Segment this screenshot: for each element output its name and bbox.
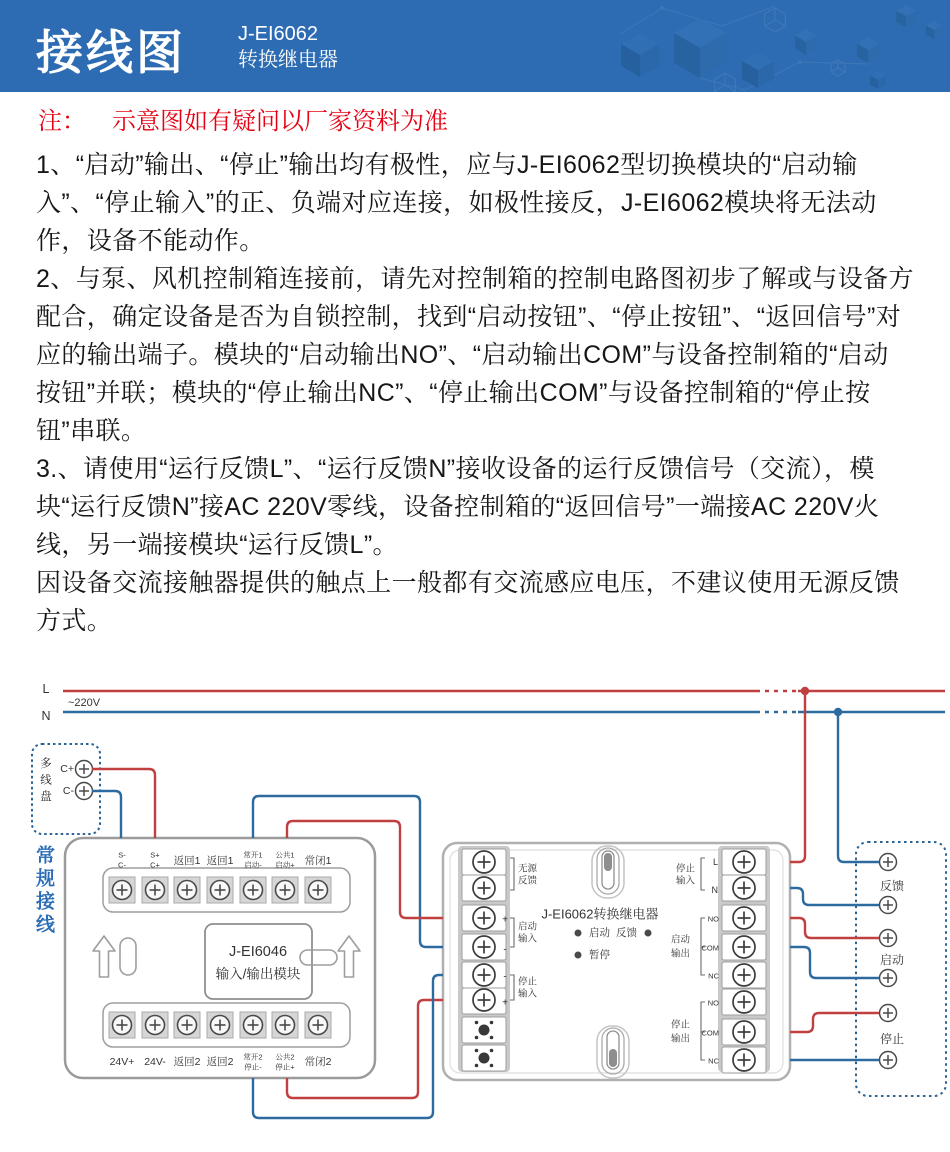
- pin-label-no: NO: [707, 998, 719, 1008]
- terminal-label: 启动-: [244, 860, 262, 870]
- device-stop-label: 停止: [879, 1032, 905, 1046]
- terminal-label: C+: [150, 860, 160, 870]
- multiwire-panel-label: 多线盘: [39, 757, 51, 807]
- screw-terminal: [733, 964, 755, 986]
- cube-icon: [870, 71, 886, 89]
- stop-output-label: 停止: [670, 1019, 690, 1031]
- screw-terminal: [473, 877, 495, 899]
- stop-output-label: 输出: [670, 1033, 690, 1045]
- led-feedback-icon: [645, 930, 652, 937]
- wiring-diagram-svg: [0, 677, 950, 1147]
- led-pause-label: 暂停: [589, 949, 610, 961]
- screw-terminal: [109, 1012, 135, 1038]
- screw-terminal: [733, 907, 755, 929]
- note-label: 注：: [38, 108, 86, 135]
- screw-terminal: [272, 877, 298, 903]
- pin-label-nc: NC: [708, 1056, 719, 1066]
- terminal-label: 启动+: [275, 860, 295, 870]
- screw-terminal: [880, 1052, 897, 1069]
- terminal-label: 常开1: [243, 850, 263, 860]
- module-name: 输入/输出模块: [215, 966, 301, 982]
- screw-terminal: [240, 1012, 266, 1038]
- wire-n-to-feedback: [790, 888, 879, 905]
- terminal-label: 常开2: [243, 1052, 263, 1062]
- header-subtitle: [238, 21, 338, 73]
- c-plus-label: C+: [60, 763, 74, 775]
- live-rail-label: L: [42, 682, 50, 696]
- module-model: J-EI6046: [228, 944, 288, 960]
- terminal-label: C-: [118, 860, 126, 870]
- device-start-label: 启动: [879, 953, 905, 967]
- instruction-1: 1、“启动”输出、“停止”输出均有极性，应与J-EI6062型切换模块的“启动输入”、“停止输入”的正、负端对应连接，如极性接反，J-EI6062模块将无法动作，设备不能动作。: [36, 151, 877, 255]
- screw-terminal: [272, 1012, 298, 1038]
- wire-cplus-to-m1: [92, 769, 155, 838]
- terminal-label: 返回1: [206, 855, 234, 867]
- screw-terminal: [174, 1012, 200, 1038]
- screw-terminal: [240, 877, 266, 903]
- module-nameplate: [205, 924, 312, 999]
- terminal-label: 停止-: [244, 1062, 262, 1072]
- wiring-diagram: [0, 677, 950, 1147]
- note-line: [38, 101, 448, 136]
- pin-label-n: N: [711, 885, 718, 895]
- note-text: 示意图如有疑问以厂家资料为准: [112, 108, 448, 135]
- product-name: 转换继电器: [238, 49, 338, 71]
- screw-terminal: [733, 991, 755, 1013]
- neutral-rail-label: N: [41, 709, 51, 723]
- module-jei6062: [443, 843, 790, 1080]
- device-control-box: [856, 842, 946, 1096]
- screw-terminal: [207, 877, 233, 903]
- cube-icon: [857, 37, 879, 63]
- c-minus-label: C-: [62, 785, 74, 797]
- wire-start-no: [790, 918, 879, 938]
- screw-terminal: [142, 1012, 168, 1038]
- terminal-label: 停止+: [275, 1062, 295, 1072]
- pin-label-no: NO: [707, 914, 719, 924]
- terminal-label: S-: [118, 850, 126, 860]
- terminal-label: 24V-: [144, 1056, 166, 1068]
- cube-icon: [621, 33, 659, 77]
- screw-terminal: [733, 877, 755, 899]
- polarity-plus: +: [502, 914, 508, 926]
- screw-terminal: [76, 761, 93, 778]
- model-number: J-EI6062: [238, 23, 319, 45]
- start-input-label: 启动: [518, 921, 538, 933]
- terminal-label: S+: [150, 850, 160, 860]
- cube-icon: [795, 29, 817, 55]
- screw-terminal: [733, 1049, 755, 1071]
- passive-feedback-label: 反馈: [518, 875, 538, 887]
- polarity-minus: -: [503, 944, 507, 956]
- device-feedback-label: 反馈: [879, 879, 905, 893]
- led-start-icon: [575, 930, 582, 937]
- cube-icon: [674, 18, 726, 78]
- module-jei6046: [65, 838, 375, 1078]
- page-title: 接线图: [36, 26, 186, 79]
- fb-input-label: 停止: [675, 863, 695, 875]
- wire-cminus-to-m1: [92, 791, 121, 838]
- screw-terminal: [305, 877, 331, 903]
- screw-terminal: [473, 907, 495, 929]
- led-start-label: 启动: [589, 927, 610, 939]
- start-input-label: 输入: [518, 933, 538, 945]
- screw-terminal: [733, 1021, 755, 1043]
- screw-terminal: [733, 851, 755, 873]
- screw-terminal: [207, 1012, 233, 1038]
- wire-stop-com: [790, 1013, 879, 1032]
- pin-label-nc: NC: [708, 971, 719, 981]
- terminal-label: 常闭2: [304, 1056, 332, 1068]
- screw-terminal: [305, 1012, 331, 1038]
- fb-input-label: 输入: [675, 875, 695, 887]
- screw-terminal: [473, 964, 495, 986]
- module-title: J-EI6062转换继电器: [541, 906, 659, 922]
- page-header: [0, 0, 950, 92]
- terminal-label: 返回2: [206, 1056, 234, 1068]
- wire-live-to-module-l: [790, 691, 805, 862]
- terminal-label: 24V+: [109, 1056, 135, 1068]
- screw-terminal: [880, 1005, 897, 1022]
- conventional-wiring-label: 常规接线: [33, 845, 54, 937]
- screw-terminal: [174, 877, 200, 903]
- power-rails: [41, 682, 945, 723]
- start-output-label: 输出: [670, 948, 690, 960]
- cube-icon: [742, 52, 774, 88]
- screw-terminal: [880, 854, 897, 871]
- screw-terminal: [880, 897, 897, 914]
- screw-terminal: [473, 989, 495, 1011]
- screw-terminal: [76, 783, 93, 800]
- terminal-label: 返回2: [173, 1056, 201, 1068]
- cube-wireframe-icon: [715, 8, 845, 92]
- screw-terminal: [473, 936, 495, 958]
- polarity-plus: +: [502, 997, 508, 1009]
- pin-label-com: COM: [701, 943, 719, 953]
- pin-label-l: L: [712, 857, 718, 867]
- terminal-label: 公共1: [275, 850, 295, 860]
- polarity-minus: -: [503, 971, 507, 983]
- instructions: [36, 146, 914, 640]
- led-pause-icon: [575, 952, 582, 959]
- screw-terminal: [473, 851, 495, 873]
- cube-icon: [896, 5, 916, 27]
- stop-input-label: 停止: [518, 976, 538, 988]
- stop-input-label: 输入: [518, 988, 538, 1000]
- voltage-label: ~220V: [68, 697, 101, 709]
- terminal-label: 常闭1: [304, 855, 332, 867]
- start-output-label: 启动: [670, 934, 690, 946]
- screw-terminal: [142, 877, 168, 903]
- instruction-4: 因设备交流接触器提供的触点上一般都有交流感应电压，不建议使用无源反馈方式。: [36, 569, 900, 635]
- wire-start-com: [790, 947, 879, 978]
- terminal-label: 返回1: [173, 855, 201, 867]
- screw-terminal: [880, 930, 897, 947]
- cube-icon: [926, 21, 942, 39]
- passive-feedback-label: 无源: [518, 863, 538, 875]
- led-feedback-label: 反馈: [616, 927, 637, 939]
- screw-terminal: [880, 970, 897, 987]
- terminal-label: 公共2: [275, 1052, 295, 1062]
- instruction-2: 2、与泵、风机控制箱连接前，请先对控制箱的控制电路图初步了解或与设备方配合，确定设备是否为自锁控制，找到“启动按钮”、“停止按钮”、“返回信号”对应的输出端子。模块的“启动输出NO”、“启动输出COM”与设备控制箱的“启动按钮”并联；模块的“停止输出NC”、“停止输出COM”与设备控制箱的“停止按钮”串联。: [36, 265, 914, 445]
- screw-terminal: [109, 877, 135, 903]
- screw-terminal: [733, 936, 755, 958]
- instruction-3: 3.、请使用“运行反馈L”、“运行反馈N”接收设备的运行反馈信号（交流），模块“运行反馈N”接AC 220V零线，设备控制箱的“返回信号”一端接AC 220V火线，另一端接模块“运行反馈L”。: [36, 455, 880, 559]
- pin-label-com: COM: [701, 1028, 719, 1038]
- wire-neutral-to-feedback: [838, 712, 879, 862]
